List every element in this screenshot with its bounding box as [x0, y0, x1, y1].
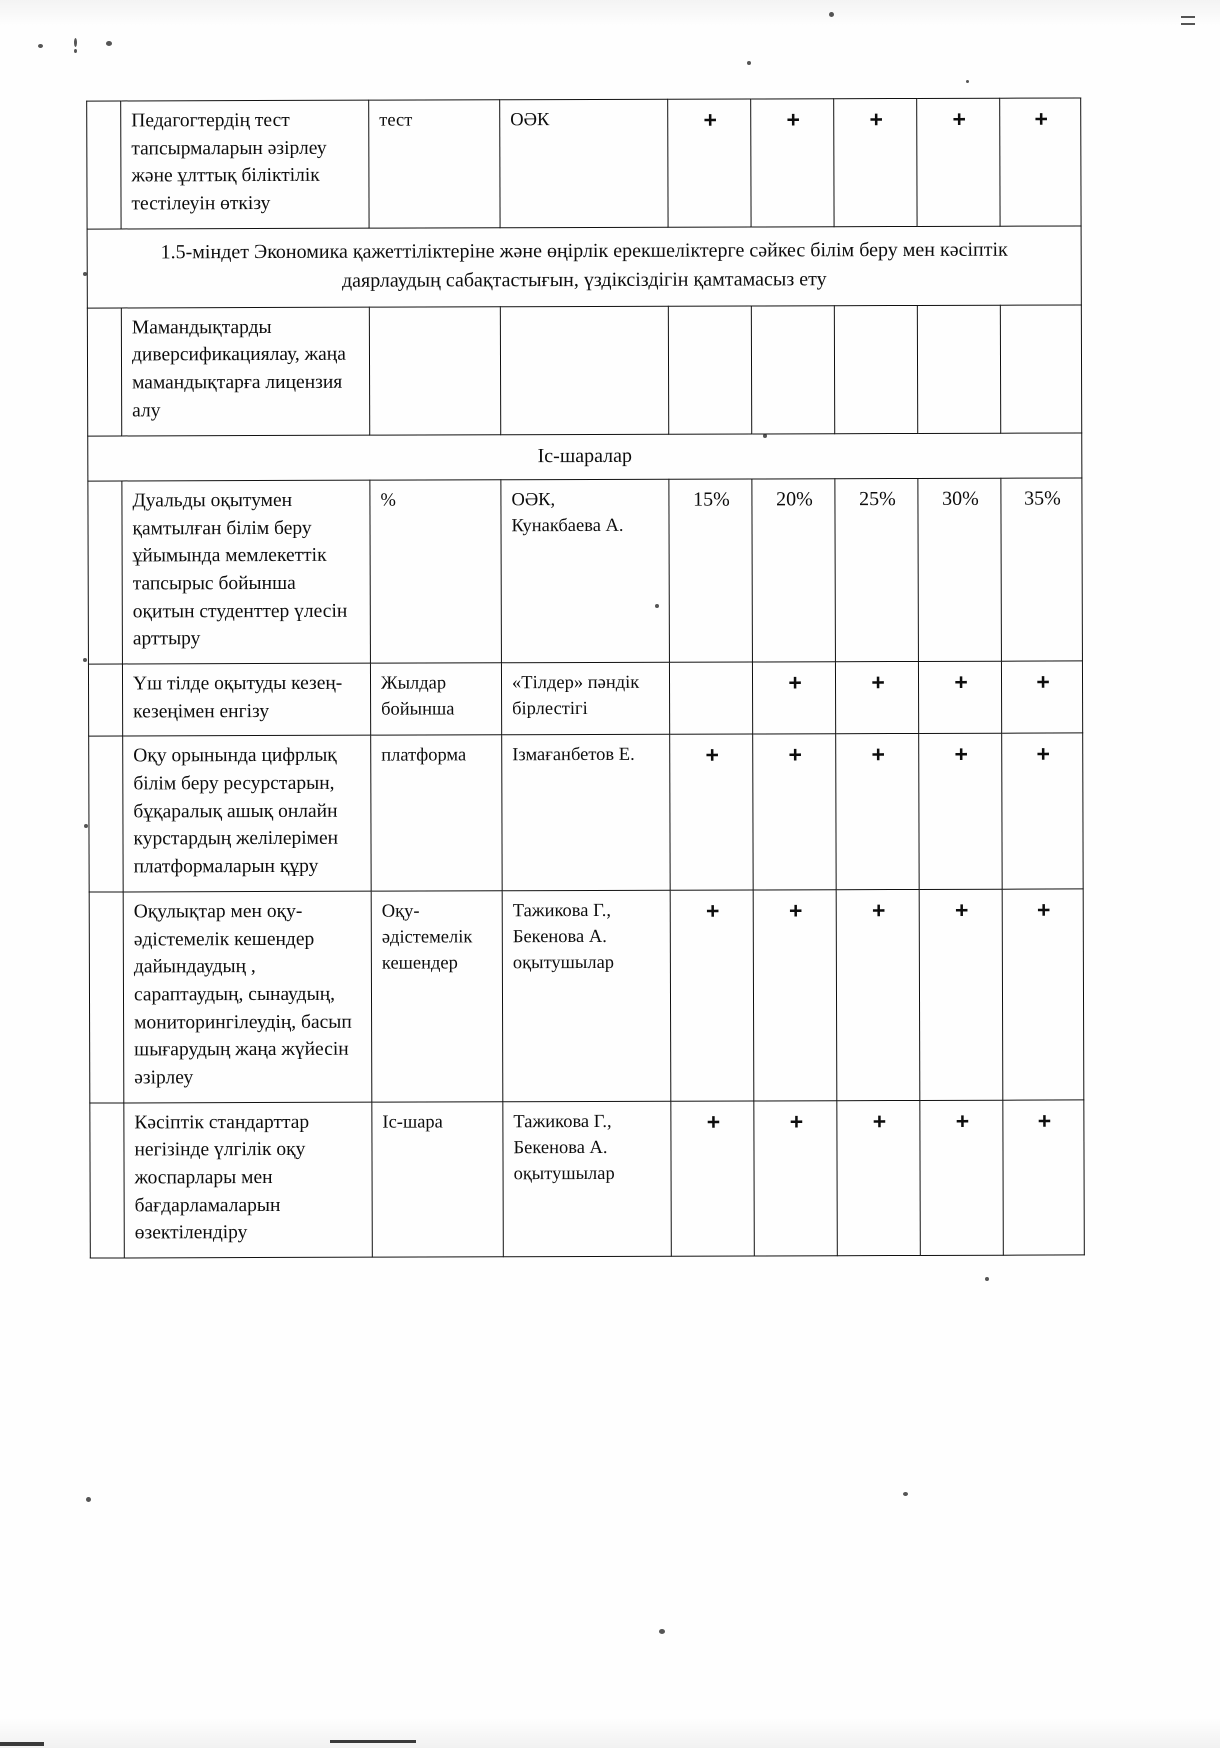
unit-cell: % — [370, 480, 502, 664]
year-cell-3: + — [834, 98, 917, 226]
scan-speck — [903, 1492, 908, 1496]
year-cell-4: + — [919, 889, 1003, 1100]
year-cell-1: + — [668, 99, 751, 227]
scan-speck — [747, 61, 751, 65]
year-cell-4 — [917, 305, 1000, 433]
row-index-cell — [88, 481, 123, 664]
year-cell-2: + — [751, 99, 834, 227]
plan-table-body — [87, 98, 1085, 1258]
year-cell-4: + — [918, 661, 1001, 734]
table-row — [88, 478, 1083, 664]
year-cell-5 — [1000, 305, 1081, 433]
scan-speck — [83, 658, 87, 662]
responsible-cell: «Тілдер» пәндік бірлестігі — [501, 662, 669, 735]
responsible-cell: Тажикова Г., Бекенова А. оқытушылар — [502, 890, 671, 1101]
row-index-cell — [87, 308, 121, 436]
scan-speck — [74, 38, 77, 47]
year-cell-3 — [834, 305, 917, 433]
scan-edge-mark — [330, 1740, 416, 1743]
year-cell-3: + — [837, 1100, 920, 1256]
year-cell-3: + — [835, 661, 918, 734]
year-cell-5: + — [1003, 1100, 1084, 1256]
measure-name-cell: Мамандықтарды диверсификациялау, жаңа мамандықтарға лицензия алу — [121, 307, 369, 436]
measure-name-cell: Оқулықтар мен оқу-әдістемелік кешендер дайындаудың , сараптаудың, сынаудың, мониторингілеудің, басып шығарудың жаңа жүйесін әзірлеу — [123, 891, 372, 1103]
row-index-cell — [87, 101, 121, 229]
unit-cell: Жылдар бойынша — [370, 663, 501, 736]
table-row — [87, 305, 1081, 436]
responsible-cell: ОӘК, Кунакбаева А. — [501, 479, 670, 663]
year-cell-4: + — [919, 734, 1002, 890]
year-cell-5: 35% — [1001, 478, 1083, 661]
year-cell-1 — [669, 662, 752, 735]
table-row — [90, 1100, 1084, 1259]
year-cell-5: + — [1002, 733, 1083, 889]
year-cell-4: + — [917, 98, 1000, 226]
row-index-cell — [89, 736, 123, 892]
year-cell-5: + — [1000, 98, 1081, 226]
measure-name-cell: Педагогтердің тест тапсырмаларын әзірлеу және ұлттық біліктілік тестілеуін өткізу — [121, 100, 369, 229]
year-cell-3: + — [836, 889, 920, 1100]
scan-speck — [74, 49, 77, 53]
year-cell-4: + — [920, 1100, 1003, 1256]
scan-shadow-bottom — [0, 1718, 1220, 1748]
scan-speck — [1181, 23, 1195, 25]
year-cell-3: 25% — [835, 478, 919, 661]
unit-cell: платформа — [371, 735, 502, 891]
table-row — [89, 733, 1083, 892]
row-index-cell — [88, 664, 122, 736]
measure-name-cell: Кәсіптік стандарттар негізінде үлгілік оқу жоспарлары мен бағдарламаларын өзектілендіру — [124, 1102, 372, 1258]
year-cell-5: + — [1002, 889, 1084, 1100]
year-cell-5: + — [1001, 661, 1082, 734]
task-statement: 1.5-міндет Экономика қажеттіліктеріне және өңірлік ерекшеліктерге сәйкес білім беру мен кәсіптік даярлаудың сабақтастығын, үздіксіздігін қамтамасыз ету — [87, 226, 1081, 308]
year-cell-2: 20% — [752, 479, 836, 662]
table-row-task — [87, 226, 1081, 308]
year-cell-1 — [668, 306, 751, 434]
table-row — [89, 889, 1084, 1103]
measure-name-cell: Үш тілде оқытуды кезең-кезеңімен енгізу — [122, 663, 370, 736]
year-cell-1: 15% — [669, 479, 753, 662]
year-cell-2: + — [754, 1100, 837, 1256]
year-cell-1: + — [670, 890, 754, 1101]
measure-name-cell: Дуальды оқытумен қамтылған білім беру ұйымында мемлекеттік тапсырыс бойынша оқитын студенттер үлесін арттыру — [122, 480, 371, 664]
scan-speck — [829, 12, 834, 17]
scan-speck — [86, 1497, 91, 1502]
scan-speck — [659, 1629, 665, 1634]
scan-shadow-top — [0, 0, 1220, 26]
year-cell-2: + — [752, 662, 835, 735]
scan-speck — [38, 44, 43, 48]
scan-speck — [84, 824, 88, 828]
unit-cell: тест — [369, 100, 500, 228]
responsible-cell: Ізмағанбетов Е. — [502, 735, 670, 891]
responsible-cell — [500, 306, 668, 434]
plan-table — [86, 97, 1085, 1258]
year-cell-1: + — [670, 734, 753, 890]
year-cell-1: + — [671, 1101, 754, 1257]
scan-speck — [106, 41, 112, 46]
year-cell-2 — [751, 305, 834, 433]
measure-name-cell: Оқу орынында цифрлық білім беру ресурстарын, бұқаралық ашық онлайн курстардың желілерімен платформаларын құру — [123, 736, 371, 892]
scan-speck — [985, 1277, 989, 1281]
table-row — [88, 661, 1082, 736]
unit-cell: Оқу-әдістемелік кешендер — [371, 891, 503, 1102]
year-cell-2: + — [753, 890, 837, 1101]
scan-edge-mark — [0, 1742, 44, 1746]
unit-cell — [369, 307, 500, 435]
responsible-cell: ОӘК — [500, 99, 668, 227]
scan-speck — [1181, 16, 1195, 18]
scan-speck — [966, 80, 969, 83]
year-cell-2: + — [753, 734, 836, 890]
year-cell-3: + — [836, 734, 919, 890]
table-row-section — [88, 432, 1082, 481]
unit-cell: Іс-шара — [372, 1101, 503, 1257]
row-index-cell — [90, 1103, 124, 1259]
table-row — [87, 98, 1081, 229]
row-index-cell — [89, 892, 124, 1103]
responsible-cell: Тажикова Г., Бекенова А. оқытушылар — [503, 1101, 671, 1257]
year-cell-4: 30% — [918, 478, 1002, 661]
section-heading: Іс-шаралар — [88, 432, 1082, 481]
